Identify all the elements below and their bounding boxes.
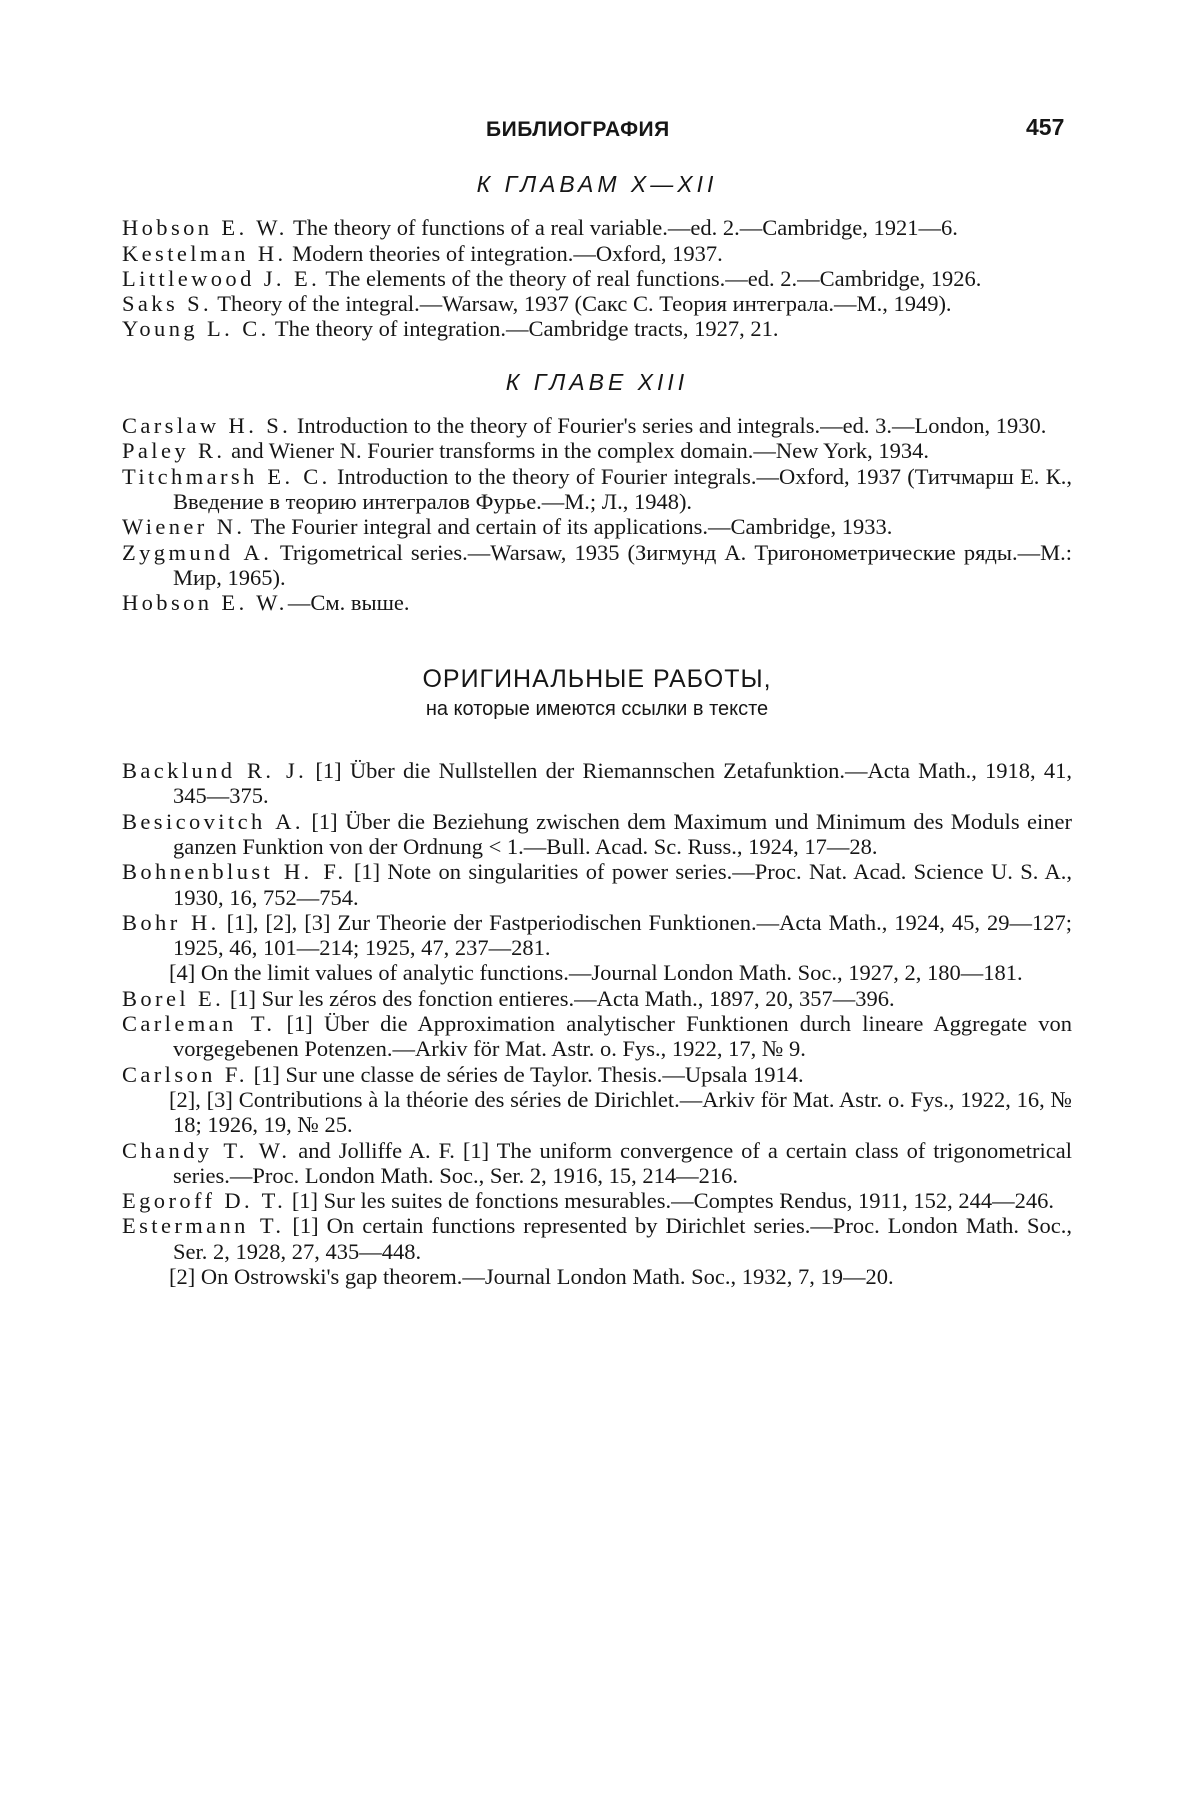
bib-text: Modern theories of integration.—Oxford, 1937. bbox=[286, 240, 723, 266]
bib-author: Borel E. bbox=[122, 985, 225, 1011]
originals-subtitle: на которые имеются ссылки в тексте bbox=[425, 697, 769, 720]
bib-text: Theory of the integral.—Warsaw, 1937 (Сакс С. Теория интеграла.—М., 1949). bbox=[212, 291, 952, 317]
bib-author: Kestelman H. bbox=[122, 240, 287, 266]
section-chapters-10-12 bbox=[122, 172, 1072, 342]
bib-entry bbox=[122, 291, 1072, 316]
bib-text: The Fourier integral and certain of its applications.—Cambridge, 1933. bbox=[245, 514, 893, 540]
section-title: К ГЛАВЕ XIII bbox=[505, 368, 689, 395]
bib-text: —См. выше. bbox=[287, 590, 410, 616]
bib-entry bbox=[122, 910, 1072, 961]
bib-entry bbox=[122, 316, 1072, 341]
bib-entry bbox=[122, 1188, 1072, 1213]
bib-entry bbox=[122, 758, 1072, 809]
bib-entry bbox=[122, 590, 1072, 615]
bib-author: Besicovitch A. bbox=[122, 808, 304, 834]
bib-author: Estermann T. bbox=[122, 1213, 285, 1239]
bib-entry bbox=[122, 514, 1072, 539]
bib-author: Zygmund A. bbox=[122, 539, 273, 565]
running-head bbox=[0, 114, 1200, 148]
section-chapter-13 bbox=[122, 370, 1072, 616]
bib-entry bbox=[122, 1011, 1072, 1062]
bib-text: The elements of the theory of real functions.—ed. 2.—Cambridge, 1926. bbox=[320, 265, 982, 291]
bib-author: Chandy T. W. bbox=[122, 1137, 291, 1163]
bib-entry bbox=[122, 215, 1072, 240]
bib-entry bbox=[122, 1138, 1072, 1189]
bib-entry bbox=[122, 413, 1072, 438]
bib-text: Introduction to the theory of Fourier's series and integrals.—ed. 3.—London, 1930. bbox=[291, 413, 1047, 439]
bib-author: Wiener N. bbox=[122, 514, 246, 540]
bib-text: Introduction to the theory of Fourier integrals.—Oxford, 1937 (Титчмарш Е. К., Введение в теорию интегралов Фурье.—М.; Л., 1948). bbox=[173, 463, 1072, 514]
bib-subentry bbox=[122, 960, 1072, 985]
bib-author: Backlund R. J. bbox=[122, 758, 308, 784]
bib-entry bbox=[122, 809, 1072, 860]
bib-text: [1] Sur les suites de fonctions mesurables.—Comptes Rendus, 1911, 152, 244—246. bbox=[286, 1188, 1055, 1214]
bib-entry bbox=[122, 1213, 1072, 1264]
bib-text: [4] On the limit values of analytic functions.—Journal London Math. Soc., 1927, 2, 180—181. bbox=[169, 960, 1023, 986]
bib-subentry bbox=[122, 1264, 1072, 1289]
bib-text: and Jolliffe A. F. [1] The uniform convergence of a certain class of trigonometrical series.—Proc. London Math. Soc., Ser. 2, 1916, 15, 214—216. bbox=[173, 1137, 1072, 1188]
bib-text: Trigometrical series.—Warsaw, 1935 (Зигмунд А. Тригонометрические ряды.—М.: Мир, 1965). bbox=[173, 539, 1072, 590]
bib-subentry bbox=[122, 1087, 1072, 1138]
bib-entry bbox=[122, 986, 1072, 1011]
bib-text: [1] Note on singularities of power series.—Proc. Nat. Acad. Science U. S. A., 1930, 16, 752—754. bbox=[173, 859, 1072, 910]
bib-text: [1], [2], [3] Zur Theorie der Fastperiodischen Funktionen.—Acta Math., 1924, 45, 29—127; 1925, 46, 101—214; 1925, 47, 237—281. bbox=[173, 909, 1072, 961]
running-title: БИБЛИОГРАФИЯ bbox=[486, 118, 670, 141]
originals-heading bbox=[122, 667, 1072, 722]
bib-entry bbox=[122, 266, 1072, 291]
bib-author: Hobson E. W. bbox=[122, 590, 288, 616]
bib-author: Young L. C. bbox=[122, 316, 270, 342]
bib-author: Carslaw H. S. bbox=[122, 413, 292, 439]
bib-entry bbox=[122, 438, 1072, 463]
bib-text: and Wiener N. Fourier transforms in the complex domain.—New York, 1934. bbox=[225, 438, 930, 464]
bib-entry bbox=[122, 540, 1072, 591]
bib-text: [2] On Ostrowski's gap theorem.—Journal London Math. Soc., 1932, 7, 19—20. bbox=[169, 1263, 894, 1289]
bib-author: Bohnenblust H. F. bbox=[122, 859, 347, 885]
bib-entry bbox=[122, 464, 1072, 515]
bib-author: Saks S. bbox=[122, 291, 213, 317]
page-number: 457 bbox=[1026, 114, 1065, 140]
bib-author: Bohr H. bbox=[122, 909, 220, 935]
bib-text: [2], [3] Contributions à la théorie des séries de Dirichlet.—Arkiv för Mat. Astr. o. Fys., 1922, 16, № 18; 1926, 19, № 25. bbox=[169, 1086, 1072, 1138]
bib-author: Paley R. bbox=[122, 438, 226, 464]
bib-entry bbox=[122, 859, 1072, 910]
bib-text: [1] Über die Beziehung zwischen dem Maximum und Minimum des Moduls einer ganzen Funktion von der Ordnung < 1.—Bull. Acad. Sc. Russ., 1924, 17—28. bbox=[173, 808, 1072, 859]
bib-text: The theory of functions of a real variable.—ed. 2.—Cambridge, 1921—6. bbox=[287, 215, 958, 241]
bib-text: [1] Sur une classe de séries de Taylor. Thesis.—Upsala 1914. bbox=[247, 1061, 804, 1087]
bib-author: Littlewood J. E. bbox=[122, 265, 321, 291]
bib-author: Egoroff D. T. bbox=[122, 1188, 287, 1214]
bib-text: [1] Über die Approximation analytischer Funktionen durch lineare Aggregate von vorgegebenen Potenzen.—Arkiv för Mat. Astr. o. Fys., 1922, 17, № 9. bbox=[173, 1011, 1072, 1062]
bib-text: [1] Über die Nullstellen der Riemannschen Zetafunktion.—Acta Math., 1918, 41, 345—375. bbox=[173, 758, 1072, 809]
bib-entry bbox=[122, 241, 1072, 266]
bibliography-content bbox=[122, 172, 1072, 1289]
bib-text: [1] On certain functions represented by Dirichlet series.—Proc. London Math. Soc., Ser. 2, 1928, 27, 435—448. bbox=[173, 1213, 1073, 1264]
originals-title: ОРИГИНАЛЬНЫЕ РАБОТЫ, bbox=[422, 665, 772, 694]
bib-text: [1] Sur les zéros des fonction entieres.—Acta Math., 1897, 20, 357—396. bbox=[224, 985, 895, 1011]
bib-author: Titchmarsh E. C. bbox=[122, 463, 331, 489]
section-title: К ГЛАВАМ X—XII bbox=[476, 171, 718, 197]
bib-author: Carlson F. bbox=[122, 1061, 248, 1087]
bib-entry bbox=[122, 1062, 1072, 1087]
bib-author: Carleman T. bbox=[122, 1011, 276, 1037]
bib-text: The theory of integration.—Cambridge tracts, 1927, 21. bbox=[269, 316, 779, 342]
originals-list bbox=[122, 758, 1072, 1289]
bib-author: Hobson E. W. bbox=[122, 215, 288, 241]
